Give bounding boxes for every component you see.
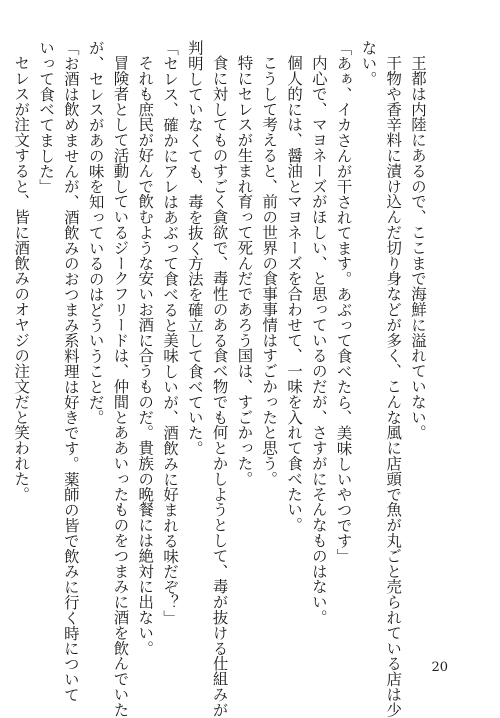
text-line-1: 王都は内陸にあるので、ここまで海鮮に溢れていない。: [409, 55, 427, 441]
text-line-15: 「お酒は飲めませんが、酒飲みのおつまみ系料理は好きです。薬師の皆で飲みに行く時について: [61, 40, 80, 703]
text-line-6: 個人的には、醤油とマヨネーズを合わせて、一味を入れて食べたい。: [285, 55, 304, 533]
text-line-14: が、セレスがあの味を知っているのはどういうことだ。: [86, 40, 105, 425]
text-line-9: 食に対してものすごく貪欲で、毒性のある食べ物でも何とかしようとして、毒が抜ける仕組みが: [210, 55, 229, 718]
text-line-3: ない。: [359, 40, 378, 87]
vertical-body-text: [12, 40, 430, 718]
page-number: 20: [431, 660, 448, 675]
text-line-11: 「セレス、確かにアレはあぶって食べると美味しいが、酒飲みに好まれる味だぞ？」: [161, 40, 180, 626]
text-line-16: いって食べてました」: [37, 40, 56, 194]
text-line-2: 干物や香辛料に漬け込んだ切り身などが多く、こんな風に店頭で魚が丸ごと売られている店は少: [384, 55, 403, 718]
text-line-12: それも庶民が好んで飲むような安いお酒に合うものだ。貴族の晩餐には絶対に出ない。: [136, 55, 155, 656]
text-line-13: 冒険者として活動しているジークフリードは、仲間とああいったものをつまみに酒を飲んでいた: [111, 55, 130, 718]
text-line-8: 特にセレスが生まれ育って死んだであろう国は、すごかった。: [235, 55, 254, 487]
text-line-4: 「あぁ、イカさんが干されてます。あぶって食べたら、美味しいやつです」: [334, 40, 353, 564]
text-line-5: 内心で、マヨネーズがほしい、と思っているのだが、さすがにそんなものはない。: [309, 55, 328, 626]
text-line-10: 判明していなくても、毒を抜く方法を確立して食べていた。: [185, 40, 204, 456]
text-line-7: こうして考えると、前の世界の食事事情はすごかったと思う。: [260, 55, 279, 487]
text-line-17: セレスが注文すると、皆に酒飲みのオヤジの注文だと笑われた。: [12, 55, 31, 502]
